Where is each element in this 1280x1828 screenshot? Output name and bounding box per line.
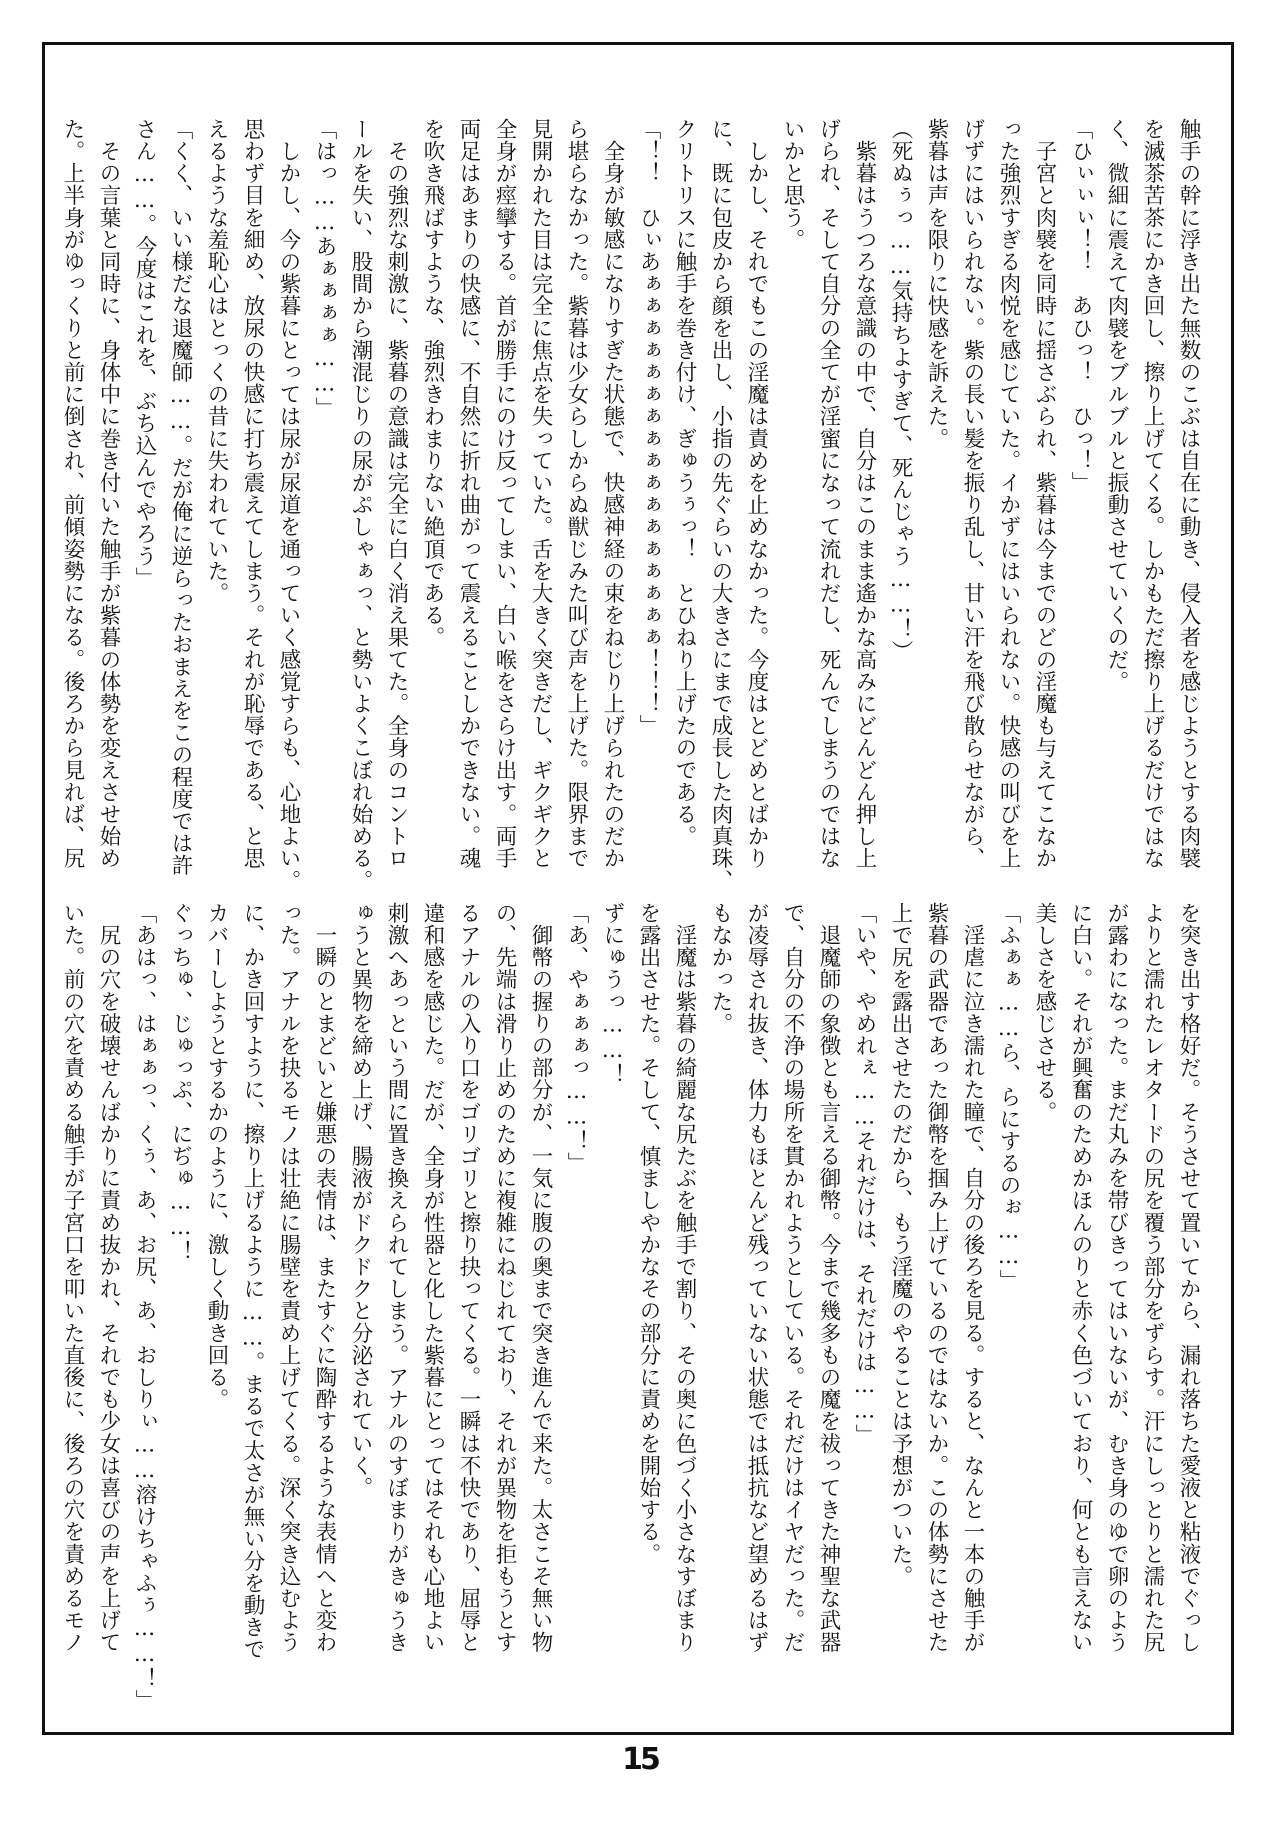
text-line: を突き出す格好だ。そうさせて置いてから、漏れ落ちた愛液と粘液でぐっし [1176,902,1201,1654]
text-line: ゅうと異物を締め上げ、腸液がドクドクと分泌されていく。 [348,902,373,1499]
text-line: 「いや、やめれぇ……それだけは、それだけは……」 [852,902,877,1447]
text-line: た。上半身がゆっくりと前に倒され、前傾姿勢になる。後ろから見れば、尻 [60,118,85,870]
text-line: 見開かれた目は完全に焦点を失っていた。舌を大きく突きだし、ギクギクと [528,118,553,870]
text-line: 両足はあまりの快感に、不自然に折れ曲がって震えることしかできない。魂 [456,118,481,870]
text-line: に白い。それが興奮のためかほんのりと赤く色づいており、何とも言えない [1068,902,1093,1654]
text-line: ら堪らなかった。紫暮は少女らしからぬ獣じみた叫び声を上げた。限界まで [564,118,589,870]
text-line: 退魔師の象徴とも言える御幣。今まで幾多もの魔を祓ってきた神聖な武器 [816,902,841,1654]
text-line: 「あはっ、はぁぁっ、くぅ、あ、お尻、あ、おしりぃ……溶けちゃふぅ……！」 [132,902,157,1712]
text-line: 触手の幹に浮き出た無数のこぶは自在に動き、侵入者を感じようとする肉襞 [1176,118,1201,870]
text-line: が露わになった。まだ丸みを帯びきってはいないが、むき身のゆで卵のよう [1104,902,1129,1654]
text-line: が凌辱され抜き、体力もほとんど残っていない状態では抵抗など望めるはず [744,902,769,1654]
text-line: を吹き飛ばすような、強烈きわまりない絶頂である。 [420,118,445,649]
text-line: った。アナルを抉るモノは壮絶に腸壁を責め上げてくる。深く突き込むよう [276,902,301,1654]
text-line: ールを失い、股間から潮混じりの尿がぷしゃぁっ、と勢いよくこぼれ始める。 [348,118,373,892]
text-line: に、既に包皮から顔を出し、小指の先ぐらいの大きさにまで成長した肉真珠、 [708,118,733,892]
text-line: いかと思う。 [780,118,805,251]
text-line: 淫魔は紫暮の綺麗な尻たぶを触手で割り、その奥に色づく小さなすぼまり [672,902,697,1654]
text-line: （死ぬぅっ……気持ちよすぎて、死んじゃう……！） [888,118,913,663]
text-line: 「くく、いい様だな退魔師……。だが俺に逆らったおまえをこの程度では許 [168,118,193,877]
text-line: カバーしようとするかのように、激しく動き回る。 [204,902,229,1411]
text-line: 美しさを感じさせる。 [1032,902,1057,1123]
text-line: その言葉と同時に、身体中に巻き付いた触手が紫暮の体勢を変えさせ始め [96,118,121,870]
text-line: しかし、それでもこの淫魔は責めを止めなかった。今度はとどめとばかり [744,118,769,870]
text-line: 「ひぃぃぃ！！ あひっ！ ひっ！」 [1068,118,1093,494]
text-line: 子宮と肉襞を同時に揺さぶられ、紫暮は今までのどの淫魔も与えてこなか [1032,118,1057,870]
text-line: を露出させた。そして、慎ましやかなその部分に責めを開始する。 [636,902,661,1565]
text-line: 一瞬のとまどいと嫌悪の表情は、またすぐに陶酔するような表情へと変わ [312,902,337,1654]
text-line: 御幣の握りの部分が、一気に腹の奥まで突き進んで来た。太さこそ無い物 [528,902,553,1654]
text-line: よりと濡れたレオタードの尻を覆う部分をずらす。汗にしっとりと濡れた尻 [1140,902,1165,1654]
text-line: えるような羞恥心はとっくの昔に失われていた。 [204,118,229,605]
text-line: 思わず目を細め、放尿の快感に打ち震えてしまう。それが恥辱である、と思 [240,118,265,870]
text-line: を滅茶苦茶にかき回し、擦り上げてくる。しかもただ擦り上げるだけではな [1140,118,1165,870]
text-line: 「！！ ひぃあぁぁぁぁぁぁぁぁぁぁぁぁぁぁぁぁぁ！！！」 [636,118,661,737]
text-line: で、自分の不浄の場所を貫かれようとしている。それだけはイヤだった。だ [780,902,805,1654]
text-line: く、微細に震えて肉襞をブルブルと振動させていくのだ。 [1104,118,1129,693]
text-line: いた。前の穴を責める触手が子宮口を叩いた直後に、後ろの穴を責めるモノ [60,902,85,1654]
text-line: った強烈すぎる肉悦を感じていた。イかずにはいられない。快感の叫びを上 [996,118,1021,870]
text-line: 紫暮の武器であった御幣を掴み上げているのではないか。この体勢にさせた [924,902,949,1654]
text-line: 紫暮は声を限りに快感を訴えた。 [924,118,949,450]
text-line: 「ふぁぁ……ら、らにするのぉ……」 [996,902,1021,1292]
text-line: ぐっちゅ、じゅっぷ、にぢゅ……！ [168,902,193,1263]
text-line: 尻の穴を破壊せんばかりに責め抜かれ、それでも少女は喜びの声を上げて [96,902,121,1654]
text-line: 刺激へあっという間に置き換えられてしまう。アナルのすぼまりがきゅうき [384,902,409,1654]
lower-text-block [60,902,1206,1712]
text-line: ずにゅうっ……！ [600,902,625,1086]
page-number: 15 [622,1742,658,1777]
text-line: その強烈な刺激に、紫暮の意識は完全に白く消え果てた。全身のコントロ [384,118,409,870]
upper-text-block [60,118,1206,892]
text-line: クリトリスに触手を巻き付け、ぎゅうぅっ！ とひねり上げたのである。 [672,118,697,848]
text-line: げられ、そして自分の全てが淫蜜になって流れだし、死んでしまうのではな [816,118,841,870]
text-line: 淫虐に泣き濡れた瞳で、自分の後ろを見る。すると、なんと一本の触手が [960,902,985,1654]
text-line: 「あ、やぁぁぁっ……！」 [564,902,589,1175]
text-line: に、かき回すように、擦り上げるように……。まるで太さが無い分を動きで [240,902,265,1661]
text-line: 全身が敏感になりすぎた状態で、快感神経の束をねじり上げられたのだか [600,118,625,870]
text-line: 紫暮はうつろな意識の中で、自分はこのまま遙かな高みにどんどん押し上 [852,118,877,870]
text-line: るアナルの入り口をゴリゴリと擦り抉ってくる。一瞬は不快であり、屈辱と [456,902,481,1654]
text-line: もなかった。 [708,902,733,1035]
text-line: げずにはいられない。紫の長い髪を振り乱し、甘い汗を飛び散らせながら、 [960,118,985,870]
text-line: 全身が痙攣する。首が勝手にのけ反ってしまい、白い喉をさらけ出す。両手 [492,118,517,870]
text-line: 「はっ……あぁぁぁぁ……」 [312,118,337,420]
text-line: しかし、今の紫暮にとっては尿が尿道を通っていく感覚すらも、心地よい。 [276,118,301,892]
text-line: の、先端は滑り止めのために複雑にねじれており、それが異物を拒もうとす [492,902,517,1654]
text-line: さん……。今度はこれを、ぶち込んでやろう」 [132,118,157,590]
text-line: 上で尻を露出させたのだから、もう淫魔のやることは予想がついた。 [888,902,913,1588]
text-line: 違和感を感じた。だが、全身が性器と化した紫暮にとってはそれも心地よい [420,902,445,1654]
